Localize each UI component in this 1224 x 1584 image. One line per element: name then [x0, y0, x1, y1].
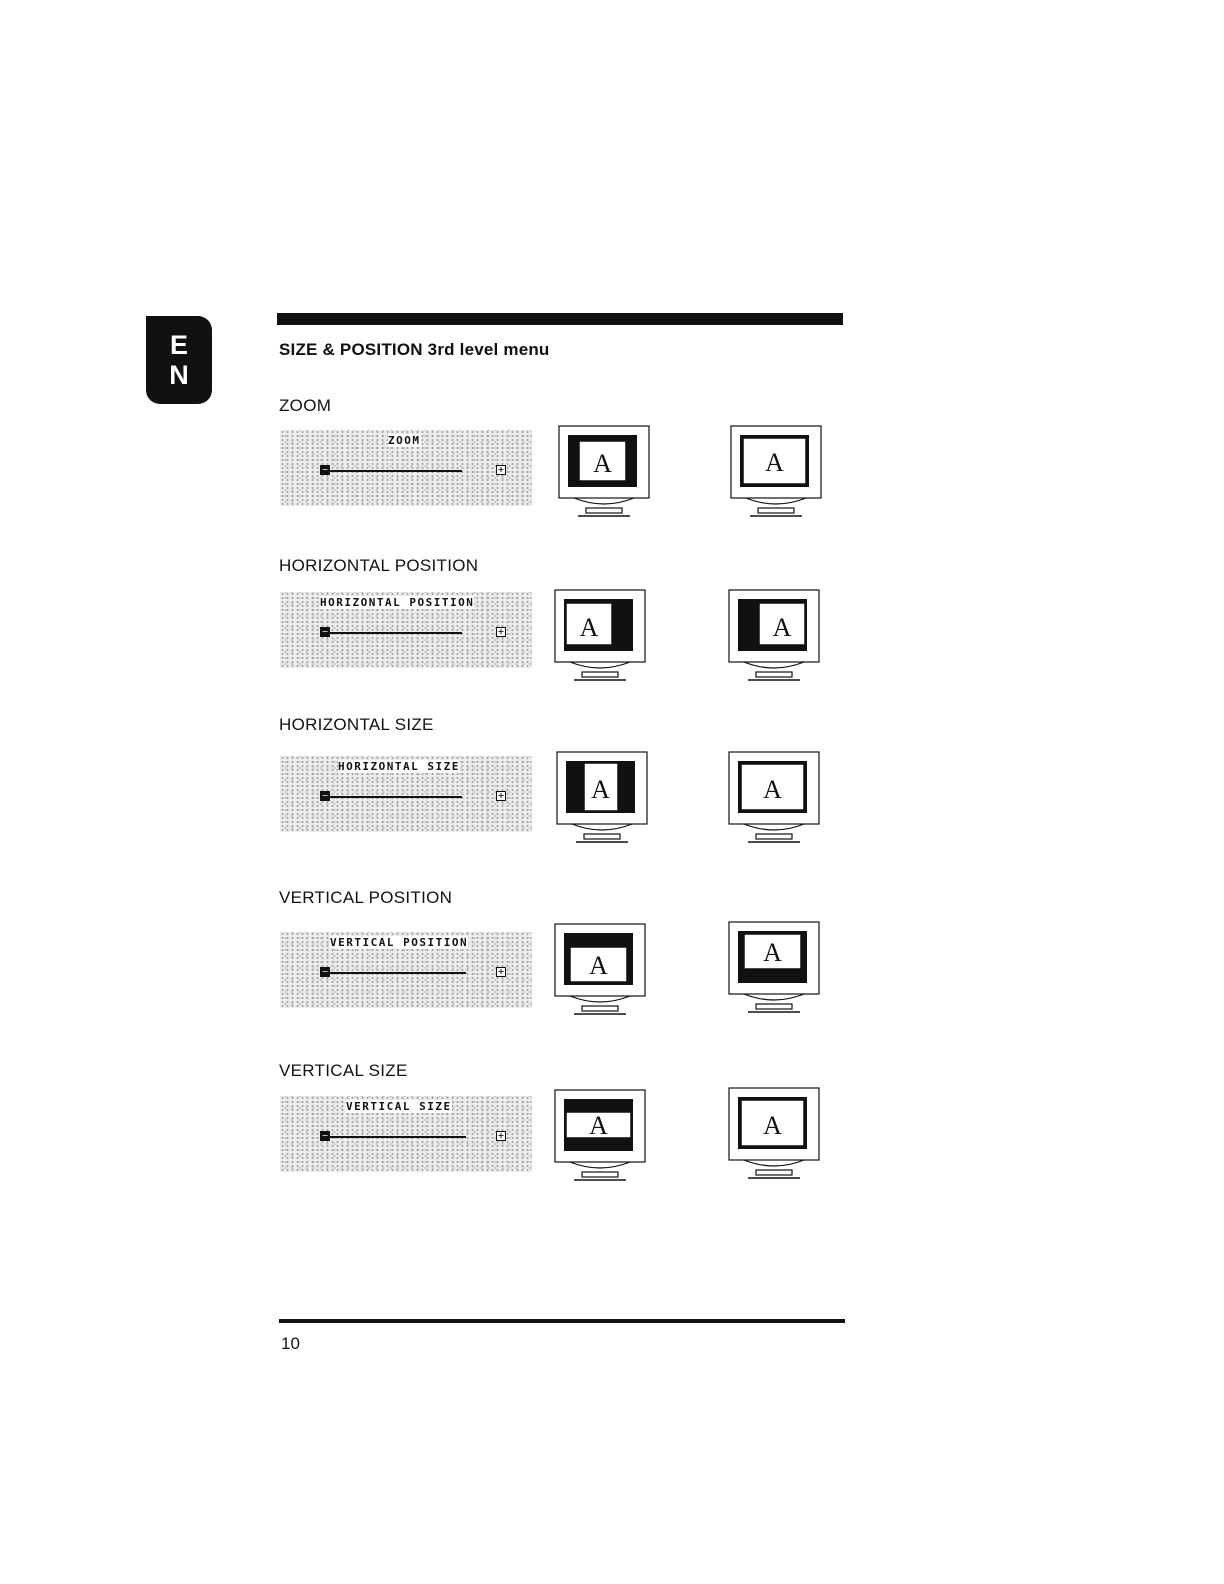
vertical-size-monitor-before [552, 1088, 648, 1188]
language-tab [146, 316, 212, 404]
vertical-position-monitor-before [552, 922, 648, 1022]
zoom-minus-icon: − [321, 465, 329, 474]
vertical-position-osd-title: VERTICAL POSITION [330, 936, 469, 949]
vertical-size-monitor-after [726, 1086, 822, 1186]
vertical-position-osd-panel [280, 932, 532, 1008]
top-rule [277, 313, 843, 325]
vertical-position-label: VERTICAL POSITION [279, 888, 453, 907]
zoom-slider-track [324, 470, 462, 472]
page-number: 10 [281, 1334, 300, 1353]
language-letter-e: E [169, 330, 188, 360]
zoom-letter-before: A [593, 449, 612, 478]
horizontal-size-monitor-before [554, 750, 650, 850]
vertical-size-label: VERTICAL SIZE [279, 1061, 408, 1080]
vertical-size-osd-panel [280, 1096, 532, 1172]
horizontal-position-osd-panel [280, 592, 532, 668]
vertical-position-minus-icon: − [321, 967, 329, 976]
language-letter-n: N [169, 360, 189, 390]
horizontal-position-osd-title: HORIZONTAL POSITION [320, 596, 475, 609]
horizontal-size-label: HORIZONTAL SIZE [279, 715, 434, 734]
horizontal-position-monitor-before [552, 588, 648, 688]
zoom-osd-panel [280, 430, 532, 506]
bottom-rule [279, 1319, 845, 1323]
vertical-size-minus-icon: − [321, 1131, 329, 1140]
horizontal-position-label: HORIZONTAL POSITION [279, 556, 479, 575]
vertical-size-letter-after: A [763, 1111, 782, 1140]
vertical-size-letter-before: A [589, 1111, 608, 1140]
horizontal-size-letter-before: A [591, 775, 610, 804]
horizontal-size-osd-title: HORIZONTAL SIZE [338, 760, 460, 773]
horizontal-position-plus-icon: + [497, 627, 505, 636]
zoom-monitor-after [728, 424, 824, 524]
vertical-position-slider-track [324, 972, 466, 974]
horizontal-size-osd-panel [280, 756, 532, 832]
horizontal-size-slider-track [324, 796, 462, 798]
horizontal-size-plus-icon: + [497, 791, 505, 800]
horizontal-size-letter-after: A [763, 775, 782, 804]
horizontal-size-minus-icon: − [321, 791, 329, 800]
zoom-label: ZOOM [279, 396, 332, 415]
vertical-size-plus-icon: + [497, 1131, 505, 1140]
vertical-position-letter-before: A [589, 951, 608, 980]
horizontal-position-letter-before: A [579, 613, 599, 642]
section-title: SIZE & POSITION 3rd level menu [279, 340, 550, 359]
vertical-position-letter-after: A [763, 938, 782, 967]
zoom-plus-icon: + [497, 465, 505, 474]
horizontal-position-slider-track [324, 632, 462, 634]
horizontal-size-monitor-after [726, 750, 822, 850]
vertical-size-osd-title: VERTICAL SIZE [346, 1100, 452, 1113]
vertical-size-slider-track [324, 1136, 466, 1138]
horizontal-position-letter-after: A [772, 613, 792, 642]
zoom-letter-after: A [765, 448, 784, 477]
vertical-position-plus-icon: + [497, 967, 505, 976]
vertical-position-monitor-after [726, 920, 822, 1020]
horizontal-position-minus-icon: − [321, 627, 329, 636]
horizontal-position-monitor-after [726, 588, 822, 688]
zoom-osd-title: ZOOM [388, 434, 421, 447]
zoom-monitor-before [556, 424, 652, 524]
